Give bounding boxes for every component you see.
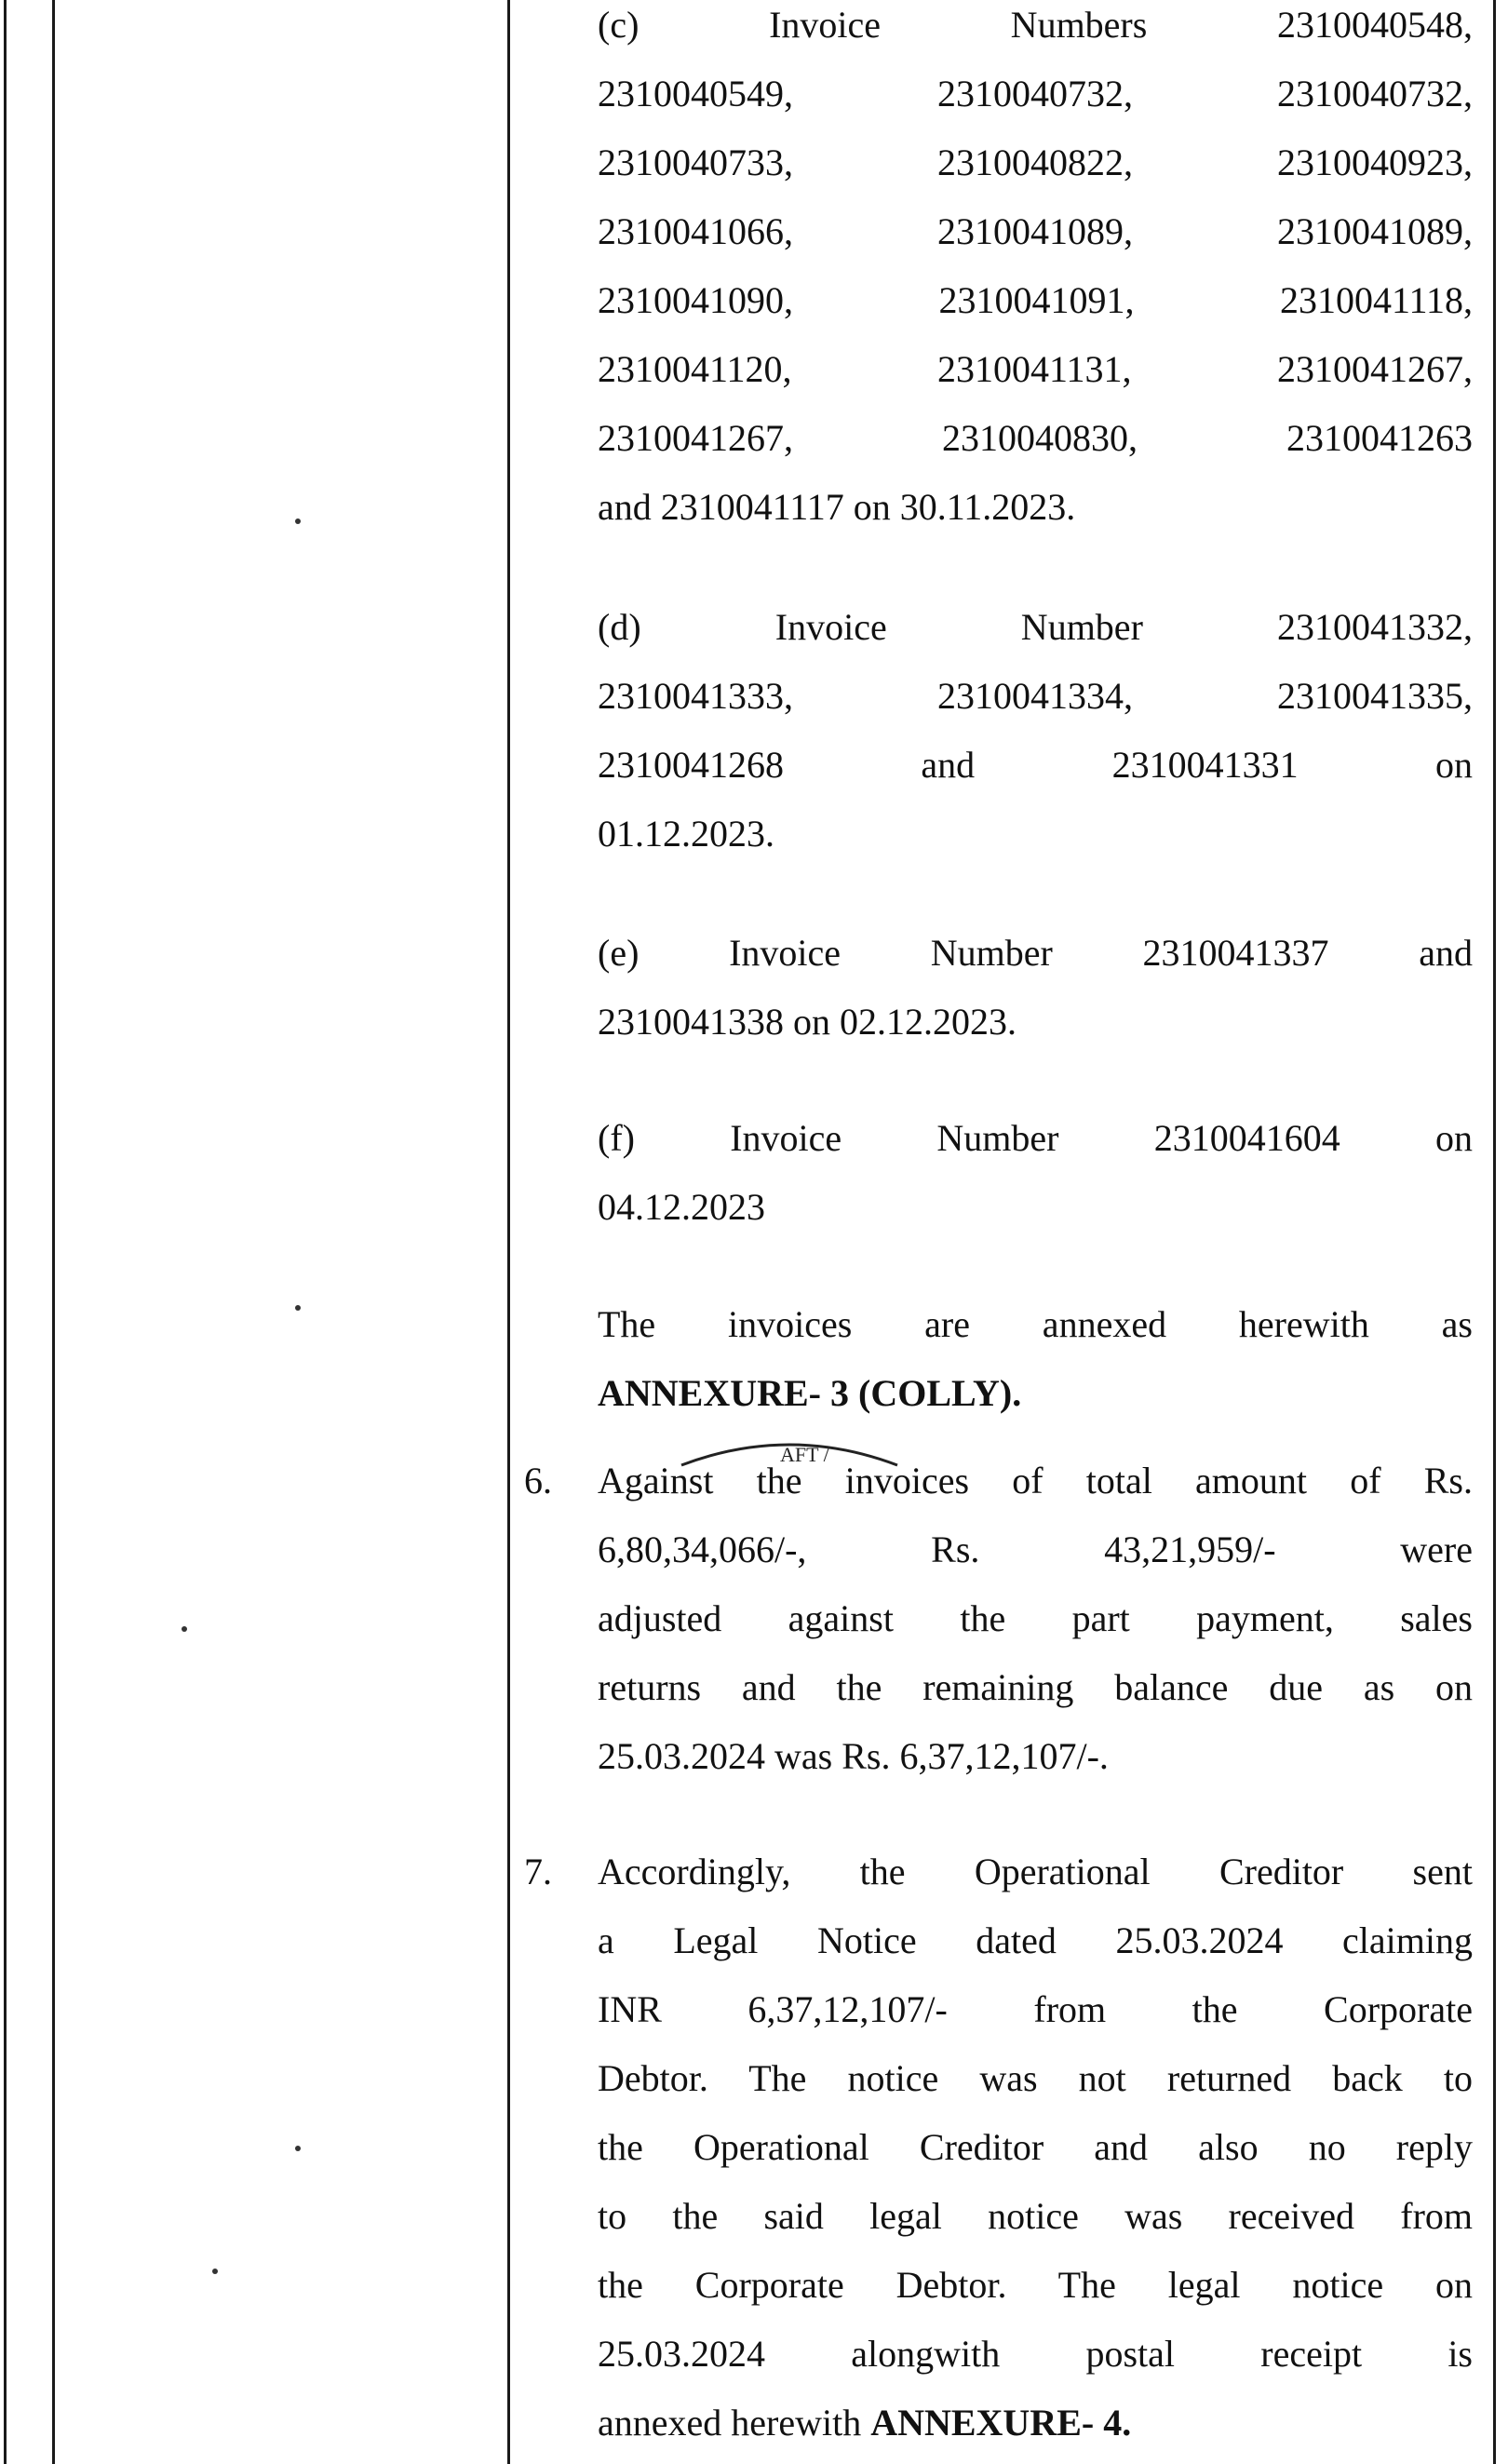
text-fragment: annexed herewith bbox=[598, 2402, 871, 2444]
text-line: 2310041066, 2310041089, 2310041089, bbox=[598, 210, 1473, 252]
text-line: INR 6,37,12,107/- from the Corporate bbox=[598, 1988, 1473, 2030]
left-border-line bbox=[4, 0, 7, 2464]
text-line: the Operational Creditor and also no reply bbox=[598, 2126, 1473, 2168]
text-line: 2310041268 and 2310041331 on bbox=[598, 744, 1473, 786]
text-line: (e) Invoice Number 2310041337 and bbox=[598, 932, 1473, 974]
paragraph-number: 7. bbox=[524, 1851, 552, 1892]
text-line: Against the invoices of total amount of Rs. bbox=[598, 1460, 1473, 1501]
text-line: 2310041333, 2310041334, 2310041335, bbox=[598, 675, 1473, 717]
text-line: 25.03.2024 alongwith postal receipt is bbox=[598, 2333, 1473, 2375]
text-line: and 2310041117 on 30.11.2023. bbox=[598, 486, 1076, 528]
text-line: 2310041267, 2310040830, 2310041263 bbox=[598, 417, 1473, 459]
invoice-item-d bbox=[598, 593, 1473, 868]
invoice-item-f bbox=[598, 1104, 1473, 1242]
text-line: 2310041090, 2310041091, 2310041118, bbox=[598, 279, 1473, 321]
stamp-text: AFT / bbox=[780, 1443, 829, 1466]
text-line: 2310040549, 2310040732, 2310040732, bbox=[598, 73, 1473, 114]
text-line: The invoices are annexed herewith as bbox=[598, 1303, 1473, 1345]
invoice-item-c bbox=[598, 0, 1473, 542]
text-line: 2310041338 on 02.12.2023. bbox=[598, 1001, 1017, 1043]
text-line: (d) Invoice Number 2310041332, bbox=[598, 606, 1473, 648]
text-line: Debtor. The notice was not returned back to bbox=[598, 2057, 1473, 2099]
invoice-item-e bbox=[598, 919, 1473, 1057]
column-divider-line bbox=[507, 0, 510, 2464]
scan-speck bbox=[182, 1626, 187, 1632]
paragraph-number: 6. bbox=[524, 1460, 552, 1501]
text-line: 2310040733, 2310040822, 2310040923, bbox=[598, 141, 1473, 183]
scan-speck bbox=[295, 1305, 301, 1311]
paragraph-6 bbox=[598, 1447, 1473, 1791]
scan-speck bbox=[295, 2146, 301, 2151]
text-line: (c) Invoice Numbers 2310040548, bbox=[598, 4, 1473, 46]
text-line: a Legal Notice dated 25.03.2024 claiming bbox=[598, 1919, 1473, 1961]
text-line: 04.12.2023 bbox=[598, 1186, 765, 1228]
paragraph-7 bbox=[598, 1838, 1473, 2457]
text-line: 2310041120, 2310041131, 2310041267, bbox=[598, 348, 1473, 390]
text-line: 25.03.2024 was Rs. 6,37,12,107/-. bbox=[598, 1735, 1109, 1777]
annexure-label: ANNEXURE- 3 (COLLY). bbox=[598, 1372, 1022, 1414]
text-line: returns and the remaining balance due as on bbox=[598, 1666, 1473, 1708]
annexure-label: ANNEXURE- 4. bbox=[870, 2402, 1132, 2444]
left-margin-line bbox=[52, 0, 55, 2464]
scan-speck bbox=[295, 518, 301, 524]
text-line bbox=[598, 2389, 1473, 2457]
text-line: (f) Invoice Number 2310041604 on bbox=[598, 1117, 1473, 1159]
text-line: adjusted against the part payment, sales bbox=[598, 1597, 1473, 1639]
right-border-line bbox=[1493, 0, 1496, 2464]
text-line: 6,80,34,066/-, Rs. 43,21,959/- were bbox=[598, 1528, 1473, 1570]
text-line: Accordingly, the Operational Creditor sent bbox=[598, 1851, 1473, 1892]
annexure-3-note bbox=[598, 1290, 1473, 1428]
text-line: 01.12.2023. bbox=[598, 813, 774, 855]
scan-speck bbox=[212, 2269, 218, 2274]
text-line: the Corporate Debtor. The legal notice on bbox=[598, 2264, 1473, 2306]
text-line: to the said legal notice was received from bbox=[598, 2195, 1473, 2237]
